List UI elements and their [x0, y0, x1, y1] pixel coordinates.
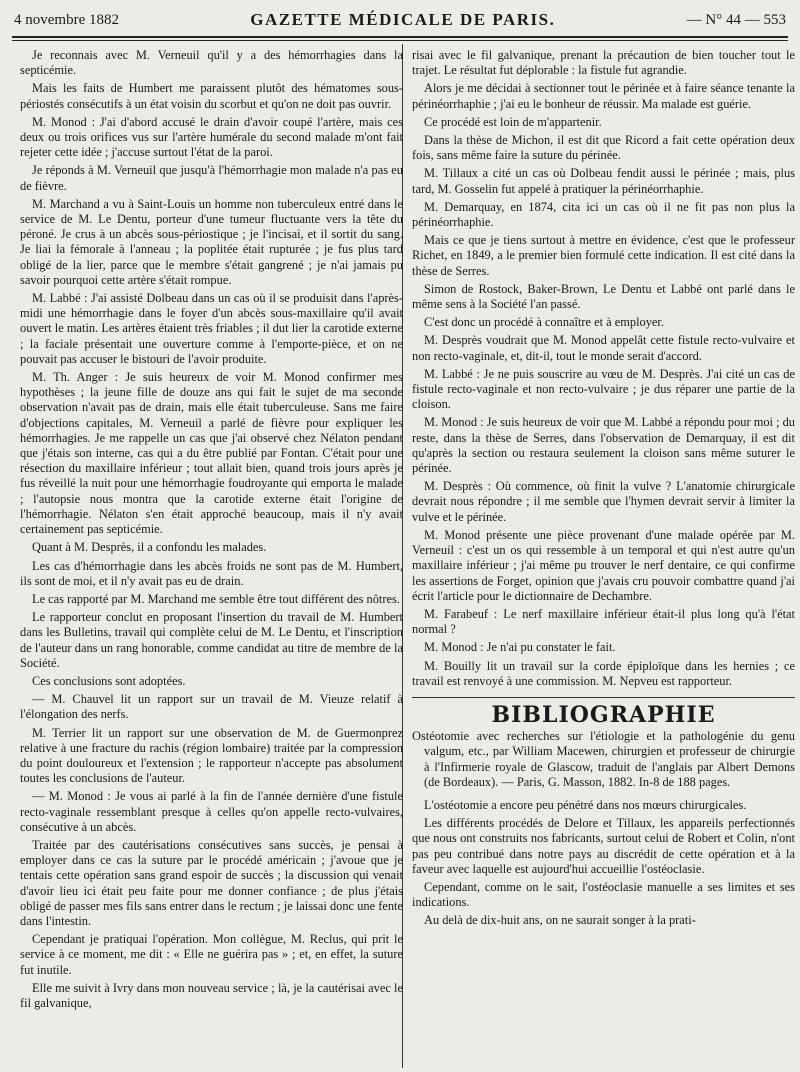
paragraph: — M. Monod : Je vous ai parlé à la fin de l'année dernière d'une fistule recto-vaginale ressemblant presque à celles qu'on appelle recto-vulvaires, consécutive à un abcès.	[20, 789, 403, 834]
paragraph: M. Monod : Je suis heureux de voir que M. Labbé a répondu pour moi ; du reste, dans la thèse de Serres, dans l'observation de Demarquay, il est dit qu'après la section ou restaura seulement la cloison sans même suturer le périnée.	[412, 415, 795, 476]
right-column	[412, 48, 795, 1068]
paragraph: risai avec le fil galvanique, prenant la précaution de bien toucher tout le trajet. Le résultat fut déplorable : la fistule fut agrandie.	[412, 48, 795, 78]
header-date: 4 novembre 1882	[14, 11, 119, 28]
left-column	[20, 48, 403, 1068]
bibliography-entry: Ostéotomie avec recherches sur l'étiologie et la pathologénie du genu valgum, etc., par William Macewen, chirurgien et professeur de chirurgie à l'Infirmerie royale de Glascow, traduit de l'anglais par Albert Demons (de Bordeaux). — Paris, G. Masson, 1882. In-8 de 188 pages.	[412, 729, 795, 789]
paragraph: M. Tillaux a cité un cas où Dolbeau fendit aussi le périnée ; mais, plus tard, M. Gosselin fut appelé à pratiquer la périnéorrhaphie.	[412, 166, 795, 196]
paragraph: Le rapporteur conclut en proposant l'insertion du travail de M. Humbert dans les Bulletins, travail qui complète celui de M. Le Dentu, et l'inscription de l'auteur dans un rang honorable, comme candidat au titre de membre de la Société.	[20, 610, 403, 670]
paragraph: Cependant je pratiquai l'opération. Mon collègue, M. Reclus, qui prit le service à ce moment, me dit : « Elle ne guérira pas » ; et, en effet, la suture fut inutile.	[20, 932, 403, 977]
paragraph: Quant à M. Desprès, il a confondu les malades.	[32, 540, 267, 555]
paragraph: Alors je me décidai à sectionner tout le périnée et à faire séance tenante la périnéorrhaphie ; j'ai eu le bonheur de réussir. Ma malade est guérie.	[412, 81, 795, 111]
paragraph: Le cas rapporté par M. Marchand me semble être tout différent des nôtres.	[32, 591, 400, 606]
header-rule-thin	[12, 40, 788, 41]
paragraph: M. Monod : J'ai d'abord accusé le drain d'avoir coupé l'artère, mais ces deux ou trois orifices vus sur l'artère humérale du second malade m'ont fait rejeter cette idée ; j'accuse surtout l'état de la paroi.	[20, 114, 403, 160]
paragraph: L'ostéotomie a encore peu pénétré dans nos mœurs chirurgicales.	[424, 797, 747, 812]
paragraph: M. Desprès : Où commence, où finit la vulve ? L'anatomie chirurgicale devrait nous répondre ; il me semble que l'hymen devrait servir à limiter la vulve et le périnée.	[412, 479, 795, 524]
paragraph: M. Farabeuf : Le nerf maxillaire inférieur était-il plus long qu'à l'état normal ?	[412, 606, 795, 637]
paragraph: Elle me suivit à Ivry dans mon nouveau service ; là, je la cautérisai avec le fil galvanique,	[20, 980, 403, 1010]
paragraph: Simon de Rostock, Baker-Brown, Le Dentu et Labbé ont parlé dans le même sens à la Société l'an passé.	[412, 281, 795, 312]
paragraph: Je réponds à M. Verneuil que jusqu'à l'hémorrhagie mon malade n'a pas eu de fièvre.	[20, 163, 403, 193]
paragraph: Ces conclusions sont adoptées.	[32, 673, 186, 688]
paragraph: Traitée par des cautérisations consécutives sans succès, je pensai à employer dans ce cas la suture par le procédé américain ; j'avoue que je tentais cette opération sans grand espoir de succès ; la discussion qui venait d'avoir lieu ici était peu faite pour me donner confiance ; de plus j'étais obligé de passer mes fils sans entrer dans le rectum ; je laissai donc une fente dans l'intestin.	[20, 837, 403, 928]
paragraph: Les différents procédés de Delore et Tillaux, les appareils perfectionnés que nous ont construits nos fabricants, surtout celui de Robert et Colin, n'ont pas peu contribué dans notre pays au discrédit de cette opération et à la faveur avec laquelle est aujourd'hui accueillie l'ostéoclasie.	[412, 816, 795, 876]
page-header	[14, 6, 786, 34]
paragraph: M. Bouilly lit un travail sur la corde épiploïque dans les hernies ; ce travail est renvoyé à une commission. M. Nepveu est rapporteur.	[412, 658, 795, 688]
paragraph: Au delà de dix-huit ans, on ne saurait songer à la prati-	[424, 913, 696, 928]
bibliography-heading: BIBLIOGRAPHIE	[491, 701, 716, 728]
header-title: GAZETTE MÉDICALE DE PARIS.	[250, 10, 556, 29]
paragraph: M. Demarquay, en 1874, cita ici un cas où il ne fit pas non plus la périnéorrhaphie.	[412, 199, 795, 230]
paragraph: C'est donc un procédé à connaître et à employer.	[424, 315, 664, 330]
paragraph: Dans la thèse de Michon, il est dit que Ricord a fait cette opération deux fois, sans même faire la suture du périnée.	[412, 133, 795, 163]
paragraph: Mais ce que je tiens surtout à mettre en évidence, c'est que le professeur Richet, en 1849, a le premier bien formulé cette indication. Il est cité dans la thèse de Serres.	[412, 233, 795, 278]
section-rule	[412, 697, 795, 698]
paragraph: Cependant, comme on le sait, l'ostéoclasie manuelle a ses limites et ses indications.	[412, 879, 795, 910]
paragraph: Les cas d'hémorrhagie dans les abcès froids ne sont pas de M. Humbert, ils sont de moi, et il n'y avait pas eu de drain.	[20, 558, 403, 588]
header-issue: — N° 44 — 553	[686, 11, 786, 28]
paragraph: M. Monod : Je n'ai pu constater le fait.	[424, 640, 616, 655]
paragraph: — M. Chauvel lit un rapport sur un travail de M. Vieuze relatif à l'élongation des nerfs.	[20, 692, 403, 722]
paragraph: M. Monod présente une pièce provenant d'une malade opérée par M. Verneuil : c'est un os qui ressemble à un temporal et qui n'est autre qu'un maxillaire inférieur ; j'ai même pu trouver le nerf dentaire, ce qui confirme les assertions de Forget, opinion que j'avais cru pouvoir combattre quand j'ai écrit l'article pour le dictionnaire de Dechambre.	[412, 527, 795, 603]
paragraph: Mais les faits de Humbert me paraissent plutôt des hématomes sous-périostés consécutifs à un état voisin du scorbut et qu'on ne doit pas ouvrir.	[20, 81, 403, 111]
paragraph: M. Desprès voudrait que M. Monod appelât cette fistule recto-vulvaire et non recto-vaginale, et, dit-il, tout le monde serait d'accord.	[412, 333, 795, 363]
paragraph: M. Labbé : J'ai assisté Dolbeau dans un cas où il se produisit dans l'après-midi une hémorrhagie dans le foyer d'un abcès sous-maxillaire qu'il avait ouvert le matin. Les artères étaient très friables ; il dut lier la carotide externe ; la faciale présentait une ouverture comme à l'emporte-pièce, et on ne pouvait pas accuser le bistouri de l'avoir produite.	[20, 291, 403, 366]
paragraph: M. Th. Anger : Je suis heureux de voir M. Monod confirmer mes hypothèses ; la jeune fille de douze ans qui fait le sujet de ma seconde observation n'avait pas de drain, mais elle était tuberculeuse. Sans me faire d'objections capitales, M. Verneuil a parlé de fièvre pour expliquer les hémorrhagies. Je me rappelle un cas que j'ai observé chez Nélaton pendant que j'étais son interne, cas qui a du être publié par Fontan. C'était pour une résection du maxillaire inférieur ; tout allait bien, quand trois jours après je fus réveillé la nuit pour une hémorrhagie foudroyante qui emporta le malade ; l'autopsie nous montra que la carotide externe était l'origine de l'hémorrhagie. Nélaton s'en était approché beaucoup, mais il n'y avait certainement pas septicémie.	[20, 370, 403, 537]
paragraph: Je reconnais avec M. Verneuil qu'il y a des hémorrhagies dans la septicémie.	[20, 48, 403, 78]
paragraph: M. Labbé : Je ne puis souscrire au vœu de M. Desprès. J'ai cité un cas de fistule recto-vaginale et non recto-vulvaire ; je dus réparer une partie de la cloison.	[412, 366, 795, 412]
paragraph: Ce procédé est loin de m'appartenir.	[424, 114, 602, 129]
header-rule	[12, 36, 788, 38]
paragraph: M. Terrier lit un rapport sur une observation de M. de Guermonprez relative à une fracture du rachis (région lombaire) traitée par la compression du point douloureux et l'extension ; le rapporteur n'accepte pas absolument toutes les conclusions de l'auteur.	[20, 725, 403, 786]
paragraph: M. Marchand a vu à Saint-Louis un homme non tuberculeux entré dans le service de M. Le Dentu, porteur d'une tumeur fluctuante vers la tête du péroné. Je crus à un abcès sous-périostique ; je l'incisai, et il sortit du sang. Je liai la fémorale à l'anneau ; la poplitée était rupturée ; je fus plus tard obligé de la lier, parce que le membre s'était gangrené ; je n'ai jamais pu savoir pourquoi cette artère s'était rompue.	[20, 196, 403, 287]
